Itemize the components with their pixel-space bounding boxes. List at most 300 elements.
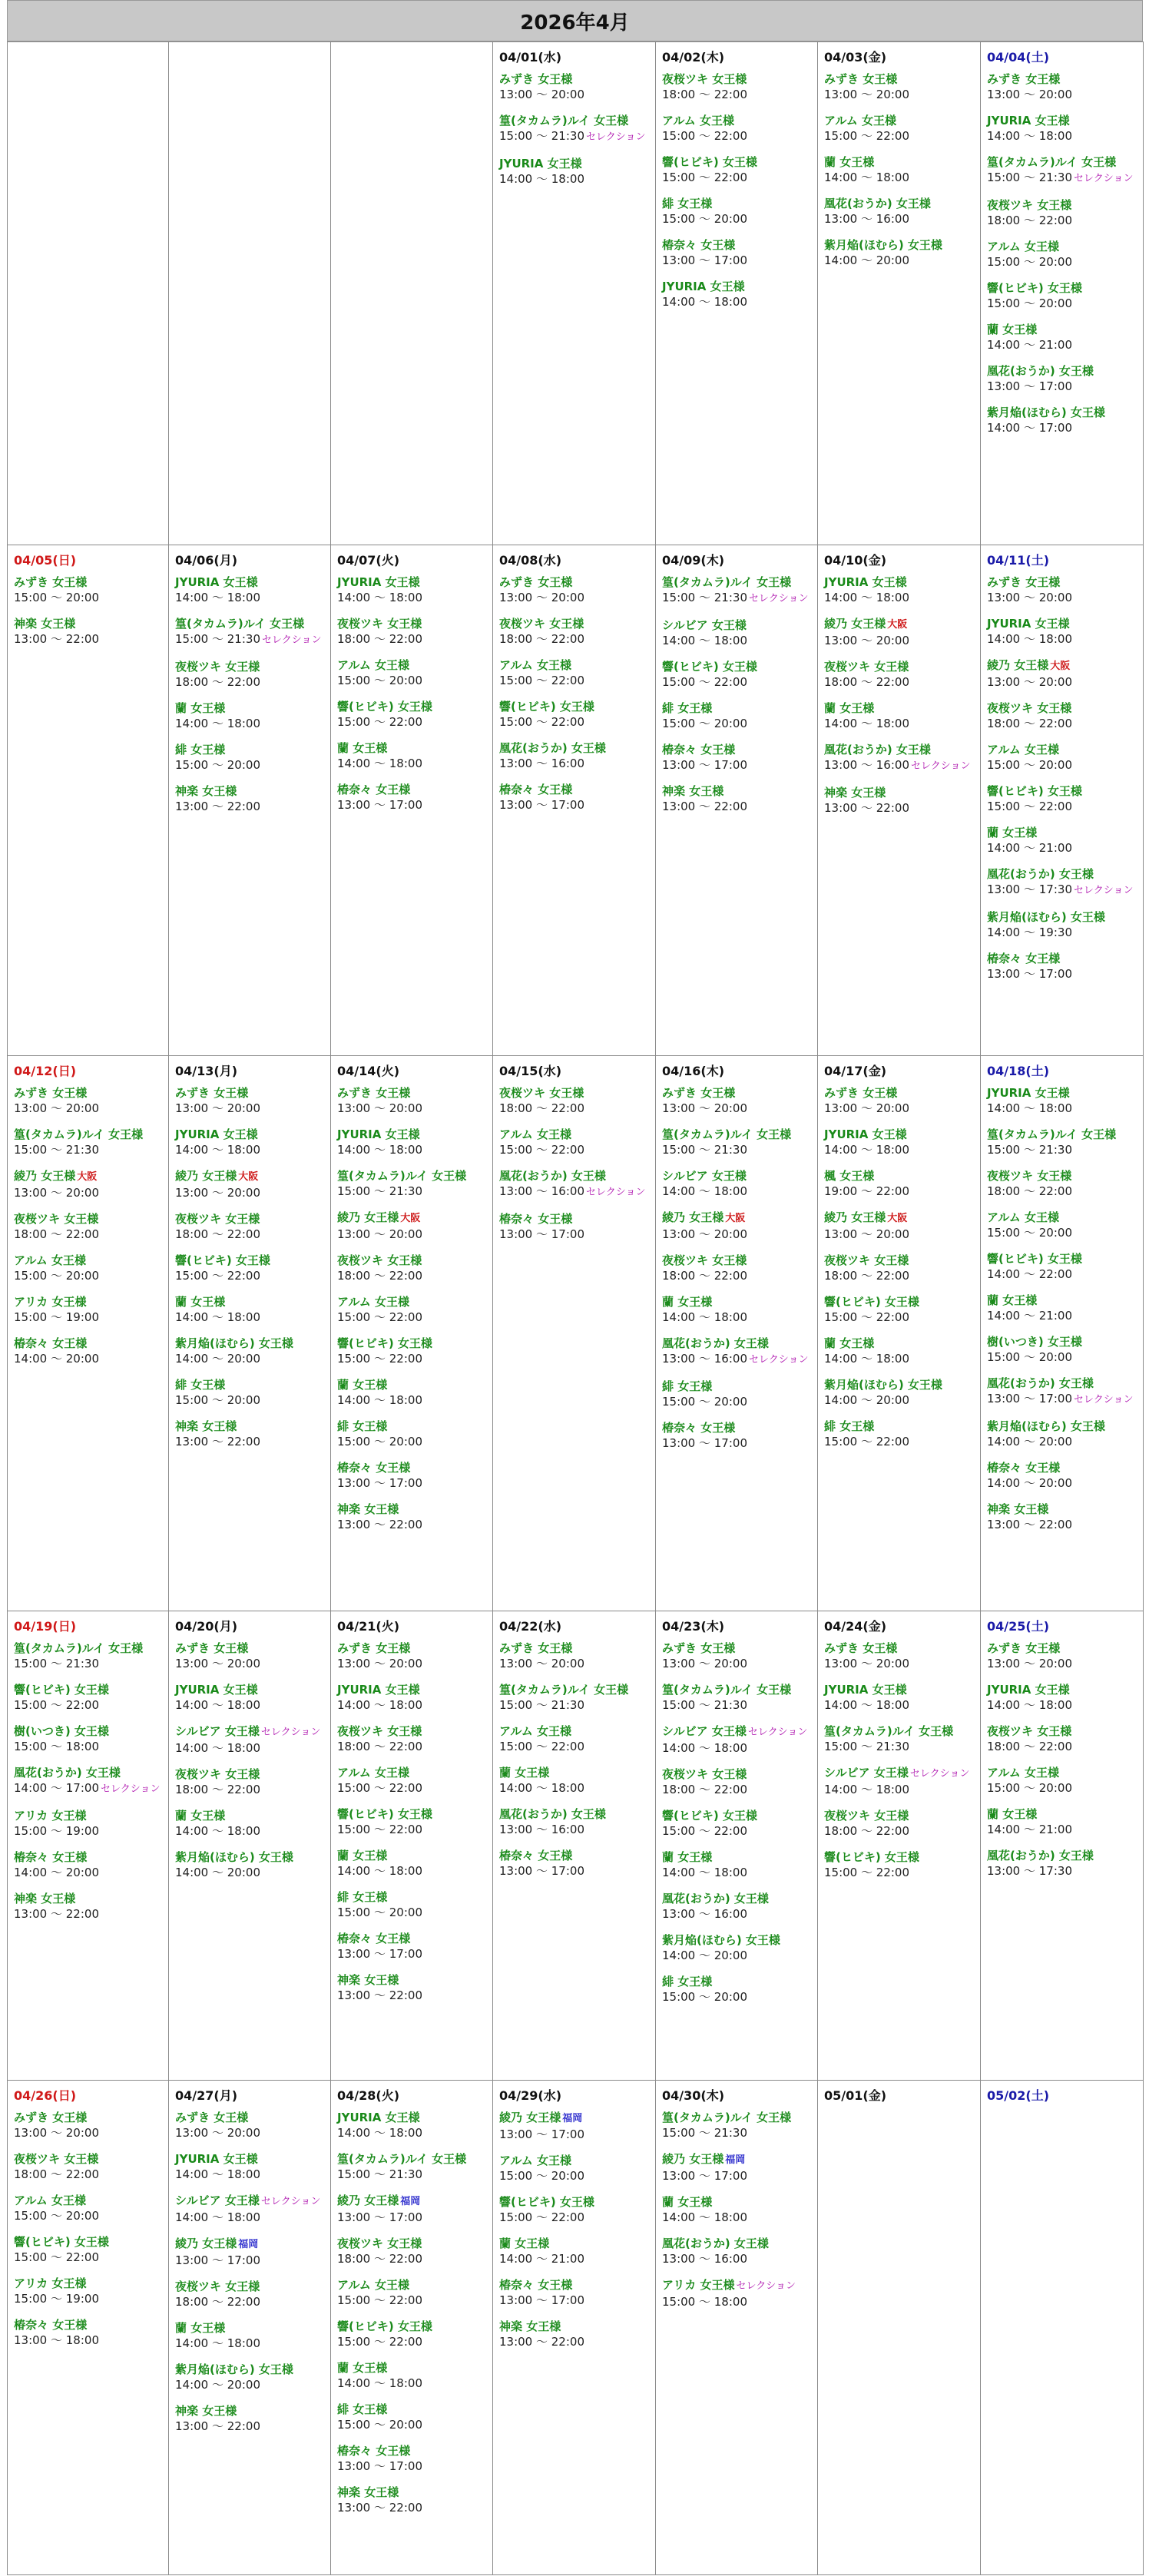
- schedule-entry[interactable]: [175, 1766, 326, 1797]
- performer-name[interactable]: 夜桜ツキ 女王様: [175, 1212, 260, 1226]
- schedule-entry[interactable]: [824, 1253, 975, 1283]
- schedule-entry[interactable]: [14, 616, 164, 647]
- schedule-entry[interactable]: [662, 2236, 813, 2266]
- schedule-entry[interactable]: [662, 1379, 813, 1409]
- schedule-entry[interactable]: [987, 1641, 1138, 1671]
- schedule-entry[interactable]: [987, 657, 1138, 690]
- schedule-entry[interactable]: [14, 1211, 164, 1242]
- schedule-entry[interactable]: [175, 1253, 326, 1283]
- schedule-entry[interactable]: [824, 1294, 975, 1325]
- schedule-entry[interactable]: [987, 1251, 1138, 1282]
- schedule-entry[interactable]: [14, 1765, 164, 1797]
- schedule-entry[interactable]: [662, 2151, 813, 2184]
- schedule-entry[interactable]: [662, 1932, 813, 1963]
- performer-name[interactable]: みずき 女王様: [337, 1641, 411, 1655]
- performer-name[interactable]: 夜桜ツキ 女王様: [987, 1724, 1072, 1738]
- performer-name[interactable]: 篁(タカムラ)ルイ 女王様: [987, 1127, 1117, 1141]
- schedule-entry[interactable]: [662, 2110, 813, 2141]
- schedule-entry[interactable]: [662, 783, 813, 814]
- performer-name[interactable]: 夜桜ツキ 女王様: [499, 617, 584, 631]
- performer-name[interactable]: 夜桜ツキ 女王様: [337, 1253, 422, 1267]
- performer-name[interactable]: みずき 女王様: [175, 1086, 249, 1100]
- schedule-entry[interactable]: [987, 700, 1138, 731]
- performer-name[interactable]: みずき 女王様: [175, 1641, 249, 1655]
- performer-name[interactable]: 綾乃 女王様: [824, 617, 886, 631]
- schedule-entry[interactable]: [337, 2110, 488, 2141]
- schedule-entry[interactable]: [175, 659, 326, 690]
- performer-name[interactable]: 響(ヒビキ) 女王様: [499, 700, 594, 714]
- performer-name[interactable]: 椿奈々 女王様: [662, 238, 736, 252]
- schedule-entry[interactable]: [662, 196, 813, 227]
- schedule-entry[interactable]: [987, 113, 1138, 144]
- performer-name[interactable]: 蘭 女王様: [824, 701, 875, 715]
- schedule-entry[interactable]: [337, 2319, 488, 2349]
- schedule-entry[interactable]: [175, 2110, 326, 2141]
- schedule-entry[interactable]: [987, 616, 1138, 647]
- performer-name[interactable]: アルム 女王様: [824, 114, 897, 127]
- performer-name[interactable]: アルム 女王様: [499, 2154, 572, 2167]
- schedule-entry[interactable]: [14, 1253, 164, 1283]
- performer-name[interactable]: 蘭 女王様: [987, 323, 1038, 336]
- schedule-entry[interactable]: [337, 2236, 488, 2266]
- schedule-entry[interactable]: [662, 2277, 813, 2309]
- schedule-entry[interactable]: [824, 1419, 975, 1449]
- performer-name[interactable]: アルム 女王様: [499, 1127, 572, 1141]
- schedule-entry[interactable]: [175, 1723, 326, 1756]
- schedule-entry[interactable]: [14, 1682, 164, 1713]
- performer-name[interactable]: みずき 女王様: [499, 575, 573, 589]
- performer-name[interactable]: 響(ヒビキ) 女王様: [987, 281, 1082, 295]
- schedule-entry[interactable]: [499, 156, 651, 187]
- performer-name[interactable]: 夜桜ツキ 女王様: [824, 1253, 909, 1267]
- performer-name[interactable]: アルム 女王様: [14, 1253, 87, 1267]
- performer-name[interactable]: 紫月焔(ほむら) 女王様: [662, 1933, 780, 1947]
- schedule-entry[interactable]: [987, 951, 1138, 982]
- schedule-entry[interactable]: [499, 1765, 651, 1796]
- performer-name[interactable]: みずき 女王様: [14, 1086, 88, 1100]
- schedule-entry[interactable]: [499, 782, 651, 813]
- performer-name[interactable]: 紫月焔(ほむら) 女王様: [824, 238, 942, 252]
- performer-name[interactable]: 凰花(おうか) 女王様: [662, 2237, 769, 2250]
- performer-name[interactable]: JYURIA 女王様: [987, 1683, 1070, 1697]
- performer-name[interactable]: 凰花(おうか) 女王様: [14, 1766, 121, 1780]
- performer-name[interactable]: 紫月焔(ほむら) 女王様: [987, 910, 1105, 924]
- schedule-entry[interactable]: [14, 1294, 164, 1325]
- performer-name[interactable]: 緋 女王様: [337, 1890, 388, 1904]
- performer-name[interactable]: 椿奈々 女王様: [499, 783, 573, 796]
- performer-name[interactable]: 神楽 女王様: [824, 786, 886, 800]
- schedule-entry[interactable]: [337, 2360, 488, 2391]
- performer-name[interactable]: 篁(タカムラ)ルイ 女王様: [662, 575, 792, 589]
- performer-name[interactable]: 篁(タカムラ)ルイ 女王様: [337, 1169, 467, 1183]
- performer-name[interactable]: 椿奈々 女王様: [499, 1212, 573, 1226]
- schedule-entry[interactable]: [662, 1808, 813, 1839]
- schedule-entry[interactable]: [175, 1168, 326, 1200]
- schedule-entry[interactable]: [14, 1336, 164, 1366]
- performer-name[interactable]: 紫月焔(ほむら) 女王様: [824, 1378, 942, 1392]
- schedule-entry[interactable]: [337, 1168, 488, 1199]
- performer-name[interactable]: 椿奈々 女王様: [337, 783, 411, 796]
- performer-name[interactable]: 神楽 女王様: [337, 1973, 399, 1987]
- schedule-entry[interactable]: [987, 1376, 1138, 1408]
- performer-name[interactable]: 夜桜ツキ 女王様: [987, 701, 1072, 715]
- schedule-entry[interactable]: [337, 1641, 488, 1671]
- performer-name[interactable]: JYURIA 女王様: [337, 1683, 420, 1697]
- performer-name[interactable]: 緋 女王様: [337, 2402, 388, 2416]
- performer-name[interactable]: 神楽 女王様: [175, 784, 237, 798]
- schedule-entry[interactable]: [175, 742, 326, 773]
- schedule-entry[interactable]: [499, 113, 651, 145]
- performer-name[interactable]: 篁(タカムラ)ルイ 女王様: [662, 1127, 792, 1141]
- schedule-entry[interactable]: [337, 1210, 488, 1242]
- performer-name[interactable]: JYURIA 女王様: [824, 575, 907, 589]
- schedule-entry[interactable]: [175, 1294, 326, 1325]
- performer-name[interactable]: JYURIA 女王様: [175, 575, 258, 589]
- schedule-entry[interactable]: [987, 280, 1138, 311]
- schedule-entry[interactable]: [14, 1641, 164, 1671]
- schedule-entry[interactable]: [987, 1848, 1138, 1879]
- schedule-entry[interactable]: [662, 1766, 813, 1797]
- schedule-entry[interactable]: [987, 1502, 1138, 1532]
- schedule-entry[interactable]: [14, 2193, 164, 2223]
- schedule-entry[interactable]: [175, 700, 326, 731]
- performer-name[interactable]: 椿奈々 女王様: [662, 1421, 736, 1435]
- performer-name[interactable]: 蘭 女王様: [337, 741, 388, 755]
- schedule-entry[interactable]: [987, 1168, 1138, 1199]
- schedule-entry[interactable]: [987, 363, 1138, 394]
- schedule-entry[interactable]: [175, 1808, 326, 1839]
- schedule-entry[interactable]: [337, 574, 488, 605]
- schedule-entry[interactable]: [499, 2319, 651, 2349]
- schedule-entry[interactable]: [662, 279, 813, 310]
- schedule-entry[interactable]: [175, 2362, 326, 2392]
- performer-name[interactable]: 夜桜ツキ 女王様: [175, 2280, 260, 2293]
- schedule-entry[interactable]: [987, 1419, 1138, 1449]
- performer-name[interactable]: JYURIA 女王様: [337, 1127, 420, 1141]
- schedule-entry[interactable]: [662, 154, 813, 185]
- schedule-entry[interactable]: [14, 1891, 164, 1922]
- performer-name[interactable]: 凰花(おうか) 女王様: [662, 1336, 769, 1350]
- performer-name[interactable]: アルム 女王様: [499, 1724, 572, 1738]
- schedule-entry[interactable]: [337, 2151, 488, 2182]
- performer-name[interactable]: 夜桜ツキ 女王様: [14, 1212, 99, 1226]
- schedule-entry[interactable]: [337, 1889, 488, 1920]
- schedule-entry[interactable]: [337, 2402, 488, 2432]
- performer-name[interactable]: 篁(タカムラ)ルイ 女王様: [662, 1683, 792, 1697]
- schedule-entry[interactable]: [337, 1460, 488, 1491]
- performer-name[interactable]: アルム 女王様: [987, 1766, 1060, 1780]
- performer-name[interactable]: 神楽 女王様: [14, 1892, 76, 1906]
- performer-name[interactable]: 椿奈々 女王様: [499, 2278, 573, 2292]
- performer-name[interactable]: 綾乃 女王様: [499, 2111, 561, 2124]
- schedule-entry[interactable]: [662, 1891, 813, 1922]
- schedule-entry[interactable]: [337, 2277, 488, 2308]
- performer-name[interactable]: 凰花(おうか) 女王様: [499, 1807, 606, 1821]
- schedule-entry[interactable]: [987, 866, 1138, 899]
- schedule-entry[interactable]: [987, 322, 1138, 353]
- performer-name[interactable]: 凰花(おうか) 女王様: [987, 867, 1094, 881]
- schedule-entry[interactable]: [175, 783, 326, 814]
- performer-name[interactable]: 夜桜ツキ 女王様: [175, 1767, 260, 1781]
- schedule-entry[interactable]: [662, 1085, 813, 1116]
- schedule-entry[interactable]: [499, 2236, 651, 2266]
- schedule-entry[interactable]: [175, 1336, 326, 1366]
- performer-name[interactable]: みずき 女王様: [824, 1086, 898, 1100]
- performer-name[interactable]: JYURIA 女王様: [987, 1086, 1070, 1100]
- performer-name[interactable]: 綾乃 女王様: [337, 1210, 399, 1224]
- performer-name[interactable]: アルム 女王様: [337, 2278, 410, 2292]
- schedule-entry[interactable]: [824, 113, 975, 144]
- schedule-entry[interactable]: [499, 1682, 651, 1713]
- performer-name[interactable]: 緋 女王様: [662, 197, 713, 210]
- schedule-entry[interactable]: [14, 1085, 164, 1116]
- schedule-entry[interactable]: [987, 1334, 1138, 1365]
- performer-name[interactable]: 篁(タカムラ)ルイ 女王様: [14, 1641, 144, 1655]
- schedule-entry[interactable]: [662, 700, 813, 731]
- performer-name[interactable]: 椿奈々 女王様: [987, 1461, 1061, 1475]
- performer-name[interactable]: 椿奈々 女王様: [14, 1850, 88, 1864]
- schedule-entry[interactable]: [824, 237, 975, 268]
- schedule-entry[interactable]: [824, 574, 975, 605]
- schedule-entry[interactable]: [987, 574, 1138, 605]
- schedule-entry[interactable]: [175, 2320, 326, 2351]
- performer-name[interactable]: JYURIA 女王様: [337, 2111, 420, 2124]
- schedule-entry[interactable]: [337, 1765, 488, 1796]
- performer-name[interactable]: 椿奈々 女王様: [337, 1932, 411, 1945]
- schedule-entry[interactable]: [824, 1849, 975, 1880]
- schedule-entry[interactable]: [662, 1641, 813, 1671]
- schedule-entry[interactable]: [824, 1808, 975, 1839]
- performer-name[interactable]: 緋 女王様: [662, 701, 713, 715]
- performer-name[interactable]: 響(ヒビキ) 女王様: [337, 1336, 432, 1350]
- schedule-entry[interactable]: [662, 237, 813, 268]
- schedule-entry[interactable]: [824, 196, 975, 227]
- performer-name[interactable]: 綾乃 女王様: [337, 2194, 399, 2207]
- schedule-entry[interactable]: [662, 1336, 813, 1368]
- performer-name[interactable]: 夜桜ツキ 女王様: [337, 1724, 422, 1738]
- schedule-entry[interactable]: [824, 700, 975, 731]
- performer-name[interactable]: 凰花(おうか) 女王様: [662, 1892, 769, 1906]
- performer-name[interactable]: みずき 女王様: [987, 72, 1061, 86]
- schedule-entry[interactable]: [337, 740, 488, 771]
- schedule-entry[interactable]: [824, 742, 975, 774]
- schedule-entry[interactable]: [14, 1168, 164, 1200]
- performer-name[interactable]: 夜桜ツキ 女王様: [987, 198, 1072, 212]
- performer-name[interactable]: 神楽 女王様: [14, 617, 76, 631]
- schedule-entry[interactable]: [14, 2276, 164, 2306]
- performer-name[interactable]: JYURIA 女王様: [175, 1127, 258, 1141]
- performer-name[interactable]: 紫月焔(ほむら) 女王様: [175, 2362, 293, 2376]
- schedule-entry[interactable]: [824, 616, 975, 648]
- schedule-entry[interactable]: [662, 71, 813, 102]
- performer-name[interactable]: アルム 女王様: [987, 240, 1060, 253]
- schedule-entry[interactable]: [987, 909, 1138, 940]
- performer-name[interactable]: 椿奈々 女王様: [337, 1461, 411, 1475]
- performer-name[interactable]: 神楽 女王様: [337, 1502, 399, 1516]
- schedule-entry[interactable]: [499, 1127, 651, 1157]
- performer-name[interactable]: 紫月焔(ほむら) 女王様: [175, 1336, 293, 1350]
- performer-name[interactable]: 椿奈々 女王様: [662, 743, 736, 757]
- schedule-entry[interactable]: [987, 1682, 1138, 1713]
- performer-name[interactable]: みずき 女王様: [14, 2111, 88, 2124]
- schedule-entry[interactable]: [14, 2234, 164, 2265]
- schedule-entry[interactable]: [824, 154, 975, 185]
- performer-name[interactable]: アリカ 女王様: [14, 2276, 87, 2290]
- schedule-entry[interactable]: [824, 1641, 975, 1671]
- schedule-entry[interactable]: [337, 1848, 488, 1879]
- schedule-entry[interactable]: [14, 1808, 164, 1839]
- performer-name[interactable]: 神楽 女王様: [175, 2404, 237, 2418]
- performer-name[interactable]: 響(ヒビキ) 女王様: [824, 1295, 919, 1309]
- performer-name[interactable]: 神楽 女王様: [175, 1419, 237, 1433]
- performer-name[interactable]: 夜桜ツキ 女王様: [662, 1253, 747, 1267]
- performer-name[interactable]: 響(ヒビキ) 女王様: [499, 2195, 594, 2209]
- performer-name[interactable]: 蘭 女王様: [175, 701, 226, 715]
- schedule-entry[interactable]: [662, 659, 813, 690]
- schedule-entry[interactable]: [499, 1211, 651, 1242]
- performer-name[interactable]: 紫月焔(ほむら) 女王様: [175, 1850, 293, 1864]
- schedule-entry[interactable]: [662, 113, 813, 144]
- schedule-entry[interactable]: [175, 1085, 326, 1116]
- schedule-entry[interactable]: [175, 2403, 326, 2434]
- schedule-entry[interactable]: [987, 1806, 1138, 1837]
- performer-name[interactable]: 篁(タカムラ)ルイ 女王様: [499, 114, 629, 127]
- schedule-entry[interactable]: [824, 1765, 975, 1797]
- schedule-entry[interactable]: [987, 405, 1138, 435]
- schedule-entry[interactable]: [499, 2153, 651, 2184]
- schedule-entry[interactable]: [175, 1127, 326, 1157]
- schedule-entry[interactable]: [14, 2151, 164, 2182]
- schedule-entry[interactable]: [337, 1377, 488, 1408]
- schedule-entry[interactable]: [14, 1849, 164, 1880]
- schedule-entry[interactable]: [337, 1294, 488, 1325]
- performer-name[interactable]: アリカ 女王様: [662, 2278, 735, 2292]
- performer-name[interactable]: みずき 女王様: [987, 1641, 1061, 1655]
- schedule-entry[interactable]: [175, 2279, 326, 2309]
- schedule-entry[interactable]: [337, 1806, 488, 1837]
- schedule-entry[interactable]: [987, 154, 1138, 187]
- performer-name[interactable]: 響(ヒビキ) 女王様: [175, 1253, 270, 1267]
- schedule-entry[interactable]: [337, 782, 488, 813]
- performer-name[interactable]: 夜桜ツキ 女王様: [662, 72, 747, 86]
- performer-name[interactable]: アリカ 女王様: [14, 1809, 87, 1823]
- performer-name[interactable]: 綾乃 女王様: [14, 1169, 76, 1183]
- performer-name[interactable]: 楓 女王様: [824, 1169, 875, 1183]
- performer-name[interactable]: 響(ヒビキ) 女王様: [987, 1252, 1082, 1266]
- schedule-entry[interactable]: [337, 1419, 488, 1449]
- performer-name[interactable]: アルム 女王様: [14, 2194, 87, 2207]
- performer-name[interactable]: 椿奈々 女王様: [987, 952, 1061, 965]
- schedule-entry[interactable]: [499, 1848, 651, 1879]
- performer-name[interactable]: みずき 女王様: [662, 1086, 736, 1100]
- schedule-entry[interactable]: [499, 1723, 651, 1754]
- performer-name[interactable]: 緋 女王様: [175, 1378, 226, 1392]
- performer-name[interactable]: JYURIA 女王様: [337, 575, 420, 589]
- schedule-entry[interactable]: [337, 2485, 488, 2515]
- performer-name[interactable]: 椿奈々 女王様: [14, 2318, 88, 2332]
- performer-name[interactable]: 蘭 女王様: [337, 1849, 388, 1862]
- performer-name[interactable]: みずき 女王様: [175, 2111, 249, 2124]
- performer-name[interactable]: JYURIA 女王様: [824, 1127, 907, 1141]
- performer-name[interactable]: 神楽 女王様: [987, 1502, 1049, 1516]
- schedule-entry[interactable]: [662, 1420, 813, 1451]
- schedule-entry[interactable]: [337, 1502, 488, 1532]
- performer-name[interactable]: 椿奈々 女王様: [14, 1336, 88, 1350]
- schedule-entry[interactable]: [824, 1168, 975, 1199]
- performer-name[interactable]: アルム 女王様: [337, 1766, 410, 1780]
- performer-name[interactable]: 夜桜ツキ 女王様: [987, 1169, 1072, 1183]
- performer-name[interactable]: みずき 女王様: [337, 1086, 411, 1100]
- schedule-entry[interactable]: [499, 1085, 651, 1116]
- schedule-entry[interactable]: [824, 785, 975, 816]
- schedule-entry[interactable]: [987, 1460, 1138, 1491]
- performer-name[interactable]: 紫月焔(ほむら) 女王様: [987, 1419, 1105, 1433]
- performer-name[interactable]: 椿奈々 女王様: [499, 1849, 573, 1862]
- performer-name[interactable]: 響(ヒビキ) 女王様: [662, 1809, 757, 1823]
- schedule-entry[interactable]: [337, 1127, 488, 1157]
- performer-name[interactable]: 凰花(おうか) 女王様: [987, 1849, 1094, 1862]
- schedule-entry[interactable]: [987, 825, 1138, 856]
- performer-name[interactable]: シルビア 女王様: [175, 2194, 260, 2207]
- performer-name[interactable]: 響(ヒビキ) 女王様: [337, 2319, 432, 2333]
- schedule-entry[interactable]: [14, 2110, 164, 2141]
- performer-name[interactable]: みずき 女王様: [14, 575, 88, 589]
- schedule-entry[interactable]: [499, 699, 651, 730]
- schedule-entry[interactable]: [337, 1682, 488, 1713]
- schedule-entry[interactable]: [987, 1085, 1138, 1116]
- performer-name[interactable]: 綾乃 女王様: [662, 2152, 724, 2166]
- schedule-entry[interactable]: [824, 659, 975, 690]
- performer-name[interactable]: みずき 女王様: [987, 575, 1061, 589]
- schedule-entry[interactable]: [175, 2151, 326, 2182]
- schedule-entry[interactable]: [662, 1849, 813, 1880]
- performer-name[interactable]: 蘭 女王様: [175, 1295, 226, 1309]
- schedule-entry[interactable]: [175, 1682, 326, 1713]
- schedule-entry[interactable]: [662, 1974, 813, 2005]
- schedule-entry[interactable]: [499, 1641, 651, 1671]
- schedule-entry[interactable]: [662, 1210, 813, 1242]
- performer-name[interactable]: 樹(いつき) 女王様: [14, 1724, 109, 1738]
- schedule-entry[interactable]: [824, 1723, 975, 1754]
- performer-name[interactable]: 蘭 女王様: [824, 155, 875, 169]
- schedule-entry[interactable]: [175, 1377, 326, 1408]
- performer-name[interactable]: 夜桜ツキ 女王様: [337, 617, 422, 631]
- performer-name[interactable]: シルビア 女王様: [662, 618, 747, 632]
- performer-name[interactable]: 蘭 女王様: [337, 2361, 388, 2375]
- schedule-entry[interactable]: [987, 783, 1138, 814]
- schedule-entry[interactable]: [824, 1682, 975, 1713]
- performer-name[interactable]: JYURIA 女王様: [987, 114, 1070, 127]
- schedule-entry[interactable]: [337, 616, 488, 647]
- schedule-entry[interactable]: [337, 2443, 488, 2474]
- performer-name[interactable]: 夜桜ツキ 女王様: [499, 1086, 584, 1100]
- schedule-entry[interactable]: [662, 1294, 813, 1325]
- schedule-entry[interactable]: [499, 2277, 651, 2308]
- schedule-entry[interactable]: [824, 71, 975, 102]
- performer-name[interactable]: 蘭 女王様: [987, 1807, 1038, 1821]
- schedule-entry[interactable]: [662, 742, 813, 773]
- performer-name[interactable]: 綾乃 女王様: [175, 2237, 237, 2250]
- performer-name[interactable]: JYURIA 女王様: [499, 157, 582, 171]
- schedule-entry[interactable]: [662, 574, 813, 607]
- performer-name[interactable]: みずき 女王様: [662, 1641, 736, 1655]
- performer-name[interactable]: 緋 女王様: [662, 1379, 713, 1393]
- performer-name[interactable]: 蘭 女王様: [175, 2321, 226, 2335]
- schedule-entry[interactable]: [987, 1210, 1138, 1240]
- performer-name[interactable]: シルビア 女王様: [662, 1169, 747, 1183]
- schedule-entry[interactable]: [175, 2193, 326, 2225]
- performer-name[interactable]: 凰花(おうか) 女王様: [824, 197, 931, 210]
